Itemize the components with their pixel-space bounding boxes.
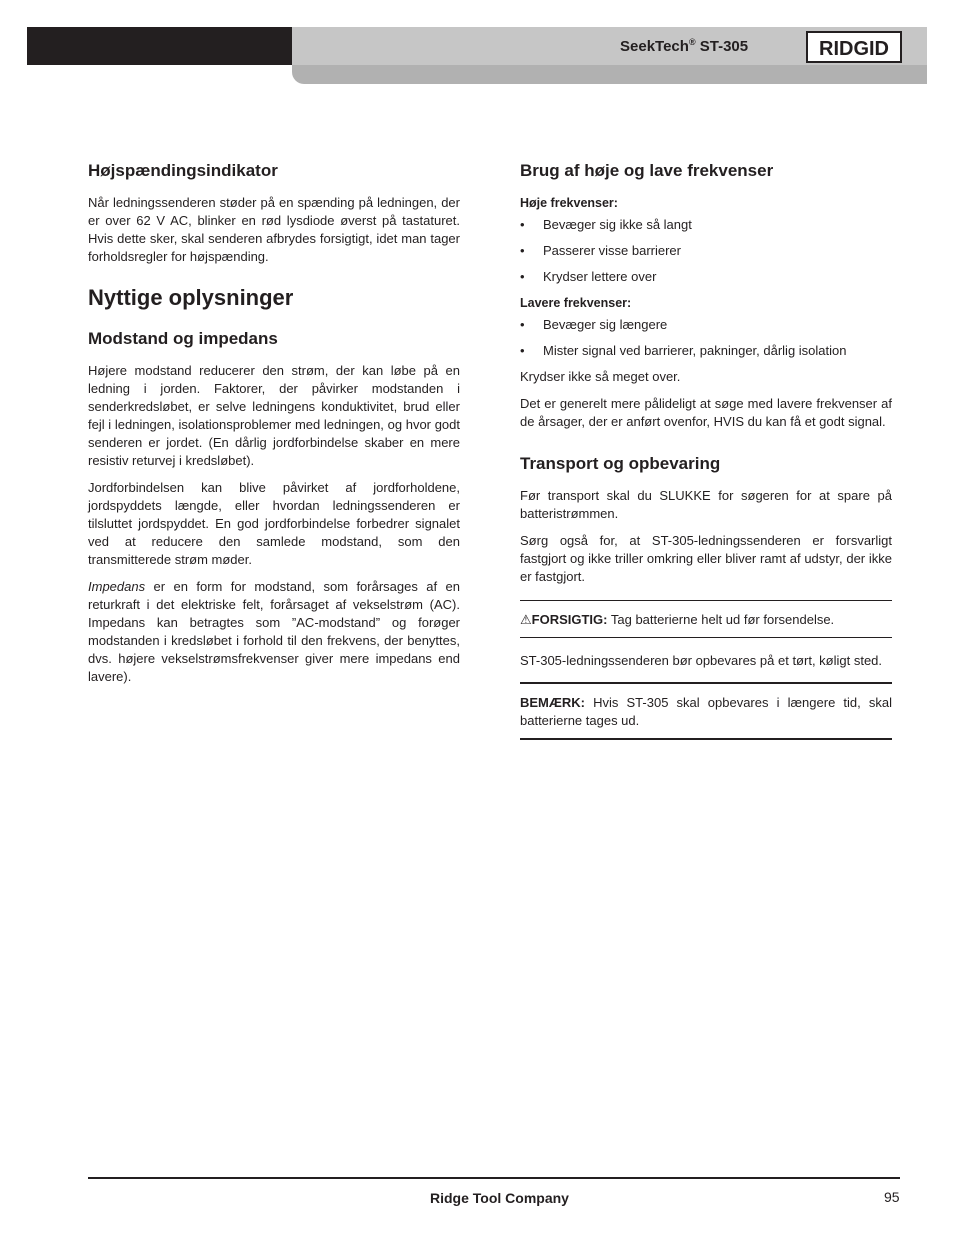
list-item: • Krydser lettere over [520,268,892,286]
brand-text: RIDGID [819,38,889,60]
list-item: • Mister signal ved barrierer, pakninger, dårlig isolation [520,342,892,360]
transport-paragraph-2: Sørg også for, at ST-305-ledningssenderen er forsvarligt fastgjort og ikke triller omkring eller bliver ramt af udstyr, der ikke er fastgjort. [520,533,892,584]
caution-text: Tag batterierne helt ud før forsendelse. [607,612,835,627]
storage-section [520,637,892,670]
warning-icon: ⚠ [520,612,532,627]
heading-hojspaending: Højspændingsindikator [88,161,278,180]
caution-label: FORSIGTIG: [531,612,608,627]
main-heading: Nyttige oplysninger [88,285,294,310]
list-item: • Bevæger sig længere [520,316,892,334]
product-name: SeekTech [620,38,689,55]
low-freq-label: Lavere frekvenser: [520,296,632,310]
note-box [520,682,892,738]
page-number: 95 [884,1189,900,1205]
header-gray-tab [292,65,927,84]
low-freq-list [520,316,892,360]
hojspaending-paragraph: Når ledningssenderen støder på en spænding på ledningen, der er over 62 V AC, blinker en rød lysdiode øverst på tastaturet. Hvis dette sker, skal senderen afbrydes forsigtigt, idet man tager forholdsregler for højspænding. [88,195,460,264]
header-dark-bar [27,27,292,65]
product-model: ST-305 [699,38,749,55]
heading-transport: Transport og opbevaring [520,454,721,473]
impedans-term: Impedans [88,579,146,594]
note-bottom-rule [520,738,892,740]
note-label: BEMÆRK: [520,695,585,710]
heading-frekvenser: Brug af høje og lave frekvenser [520,161,774,180]
product-title [620,37,748,55]
footer-company: Ridge Tool Company [430,1190,569,1206]
impedans-text: er en form for modstand, som forårsages af en returkraft i det elektriske felt, forårsaget af vekselstrøm (AC). Impedans kan betragtes som ”AC-modstand” og forøger modstanden i kredsløbet i forhold til den frekvens, der benyttes, dvs. højere vekselstrømsfrekvenser giver mere impedans end lavere). [88,579,460,684]
modstand-paragraph-1: Højere modstand reducerer den strøm, der kan løbe på en ledning i jorden. Faktorer, der påvirker modstanden i senderkredsløbet, er selve ledningens konduktivitet, brud eller fejl i ledningen, isolationsproblemer med ledningen, og hvor godt senderen er jordet. (En dårlig jordforbindelse skaber en mere resistiv returvej i kredsløbet). [88,363,460,468]
footer-rule [88,1177,900,1179]
heading-modstand: Modstand og impedans [88,329,278,348]
note-paragraph [520,694,892,730]
transport-paragraph-1: Før transport skal du SLUKKE for søgeren for at spare på batteristrømmen. [520,488,892,521]
frequency-summary: Det er generelt mere pålideligt at søge med lavere frekvenser af de årsager, der er anført ovenfor, HVIS du kan få et godt signal. [520,396,892,429]
caution-box [520,600,892,637]
high-freq-label: Høje frekvenser: [520,196,618,210]
registered-mark: ® [688,37,696,47]
storage-paragraph: ST-305-ledningssenderen bør opbevares på et tørt, køligt sted. [520,653,883,668]
left-column [88,160,460,695]
modstand-paragraph-2: Jordforbindelsen kan blive påvirket af jordforholdene, jordspyddets længde, eller hvordan ledningssenderen er tilsluttet jordspyddet. En god jordforbindelse forbedrer signalet ved at reducere den samlede modstand, som den transmitterede strøm møder. [88,480,460,567]
ridgid-logo [806,31,902,63]
list-item: • Bevæger sig ikke så langt [520,216,892,234]
low-freq-note: Krydser ikke så meget over. [520,369,681,384]
note-text: Hvis ST-305 skal opbevares i længere tid, skal batterierne tages ud. [520,695,892,728]
impedans-paragraph [88,578,460,686]
right-column [520,160,892,740]
list-item: • Passerer visse barrierer [520,242,892,260]
high-freq-list [520,216,892,286]
